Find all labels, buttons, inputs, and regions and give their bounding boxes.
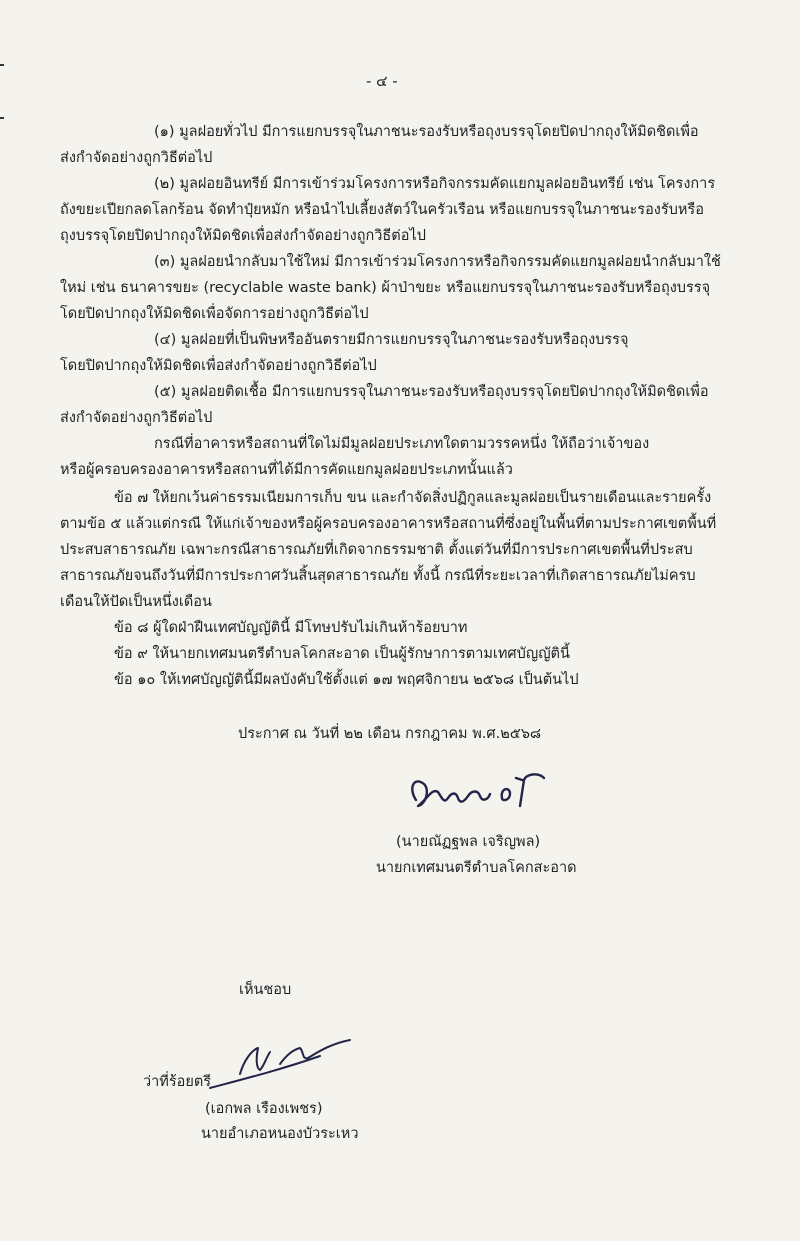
mayor-name: (นายณัฏฐพล เจริญพล) [396,834,541,850]
approval-label: เห็นชอบ [239,982,292,998]
paragraph-line: กรณีที่อาคารหรือสถานที่ใดไม่มีมูลฝอยประเภทใดตามวรรคหนึ่ง ให้ถือว่าเจ้าของ [154,436,650,452]
paragraph-line: โดยปิดปากถุงให้มิดชิดเพื่อส่งกำจัดอย่างถูกวิธีต่อไป [60,358,377,374]
paragraph-line: ถุงบรรจุโดยปิดปากถุงให้มิดชิดเพื่อส่งกำจัดอย่างถูกวิธีต่อไป [60,228,426,244]
paragraph-line: ข้อ ๘ ผู้ใดฝ่าฝืนเทศบัญญัตินี้ มีโทษปรับไม่เกินห้าร้อยบาท [114,620,468,636]
paragraph-line: ส่งกำจัดอย่างถูกวิธีต่อไป [60,150,213,166]
paragraph-line: ถังขยะเปียกลดโลกร้อน จัดทำปุ๋ยหมัก หรือนำไปเลี้ยงสัตว์ในครัวเรือน หรือแยกบรรจุในภาชนะรองรับหรือ [60,202,704,218]
paragraph-line: ข้อ ๗ ให้ยกเว้นค่าธรรมเนียมการเก็บ ขน และกำจัดสิ่งปฏิกูลและมูลฝอยเป็นรายเดือนและรายครั้ง [114,490,712,506]
rank-label: ว่าที่ร้อยตรี [143,1074,212,1090]
page-number: - ๔ - [366,72,398,90]
paragraph-line: เดือนให้ปัดเป็นหนึ่งเดือน [60,594,212,610]
paragraph-line: ตามข้อ ๕ แล้วแต่กรณี ให้แก่เจ้าของหรือผู้ครอบครองอาคารหรือสถานที่ซึ่งอยู่ในพื้นที่ตามประกาศเขตพื้นที่ [60,516,717,532]
paragraph-line: (๒) มูลฝอยอินทรีย์ มีการเข้าร่วมโครงการหรือกิจกรรมคัดแยกมูลฝอยอินทรีย์ เช่น โครงการ [154,176,716,192]
paragraph-line: (๓) มูลฝอยนำกลับมาใช้ใหม่ มีการเข้าร่วมโครงการหรือกิจกรรมคัดแยกมูลฝอยนำกลับมาใช้ [154,254,721,270]
edge-mark [0,117,4,119]
edge-mark [0,64,4,66]
mayor-title: นายกเทศมนตรีตำบลโคกสะอาด [376,860,577,876]
paragraph-line: (๔) มูลฝอยที่เป็นพิษหรืออันตรายมีการแยกบรรจุในภาชนะรองรับหรือถุงบรรจุ [154,332,629,348]
paragraph-line: ข้อ ๙ ให้นายกเทศมนตรีตำบลโคกสะอาด เป็นผู้รักษาการตามเทศบัญญัตินี้ [114,646,570,662]
paragraph-line: (๑) มูลฝอยทั่วไป มีการแยกบรรจุในภาชนะรองรับหรือถุงบรรจุโดยปิดปากถุงให้มิดชิดเพื่อ [154,124,699,140]
paragraph-line: ส่งกำจัดอย่างถูกวิธีต่อไป [60,410,213,426]
paragraph-line: สาธารณภัยจนถึงวันที่มีการประกาศวันสิ้นสุดสาธารณภัย ทั้งนี้ กรณีที่ระยะเวลาที่เกิดสาธารณภัยไม่ครบ [60,568,696,584]
district-chief-name: (เอกพล เรืองเพชร) [205,1101,323,1117]
paragraph-line: หรือผู้ครอบครองอาคารหรือสถานที่ได้มีการคัดแยกมูลฝอยประเภทนั้นแล้ว [60,462,513,478]
paragraph-line: โดยปิดปากถุงให้มิดชิดเพื่อจัดการอย่างถูกวิธีต่อไป [60,306,369,322]
signature-mayor [398,758,578,828]
announcement-date: ประกาศ ณ วันที่ ๒๒ เดือน กรกฎาคม พ.ศ.๒๕๖๘ [238,726,542,742]
paragraph-line: ใหม่ เช่น ธนาคารขยะ (recyclable waste bank) ผ้าป่าขยะ หรือแยกบรรจุในภาชนะรองรับหรือถุงบรรจุ [60,280,711,296]
signature-district-chief [200,1030,370,1100]
paragraph-line: ประสบสาธารณภัย เฉพาะกรณีสาธารณภัยที่เกิดจากธรรมชาติ ตั้งแต่วันที่มีการประกาศเขตพื้นที่ประสบ [60,542,693,558]
district-chief-title: นายอำเภอหนองบัวระเหว [201,1126,359,1142]
paragraph-line: (๕) มูลฝอยติดเชื้อ มีการแยกบรรจุในภาชนะรองรับหรือถุงบรรจุโดยปิดปากถุงให้มิดชิดเพื่อ [154,384,709,400]
paragraph-line: ข้อ ๑๐ ให้เทศบัญญัตินี้มีผลบังคับใช้ตั้งแต่ ๑๗ พฤศจิกายน ๒๕๖๘ เป็นต้นไป [114,672,579,688]
